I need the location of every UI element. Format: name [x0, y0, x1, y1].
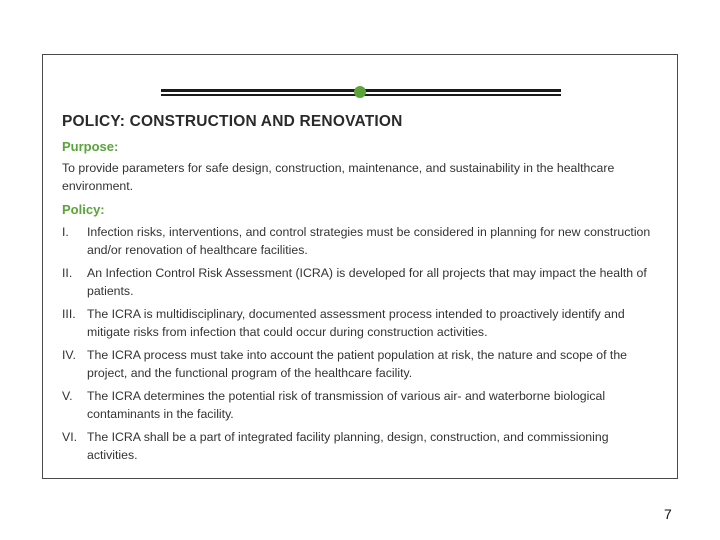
policy-list	[62, 223, 662, 469]
policy-item	[62, 387, 662, 423]
divider-dot-icon	[354, 86, 366, 98]
policy-item-numeral: VI.	[62, 430, 78, 444]
page-number: 7	[664, 506, 672, 522]
policy-item-numeral: II.	[62, 266, 73, 280]
policy-item	[62, 428, 662, 464]
purpose-heading: Purpose:	[62, 139, 119, 154]
policy-item-text: The ICRA shall be a part of integrated facility planning, design, construction, and commissioning activities.	[87, 430, 609, 462]
policy-item-text: The ICRA determines the potential risk of transmission of various air- and waterborne biological contaminants in the facility.	[87, 389, 606, 421]
policy-item-numeral: III.	[62, 307, 76, 321]
policy-item-text: An Infection Control Risk Assessment (ICRA) is developed for all projects that may impact the health of patients.	[87, 266, 647, 298]
policy-item-numeral: I.	[62, 225, 69, 239]
policy-panel	[42, 54, 678, 479]
decorative-divider	[161, 89, 561, 97]
policy-item	[62, 264, 662, 300]
policy-heading: Policy:	[62, 202, 105, 217]
policy-item-numeral: V.	[62, 389, 73, 403]
purpose-text: To provide parameters for safe design, construction, maintenance, and sustainability in the healthcare environment.	[62, 161, 615, 193]
policy-item-text: The ICRA is multidisciplinary, documented assessment process intended to proactively identify and mitigate risks from infection that could occur during construction activities.	[87, 307, 625, 339]
policy-item	[62, 305, 662, 341]
policy-item	[62, 346, 662, 382]
policy-item-numeral: IV.	[62, 348, 76, 362]
policy-item-text: The ICRA process must take into account the patient population at risk, the nature and scope of the project, and the functional program of the healthcare facility.	[87, 348, 628, 380]
policy-item-text: Infection risks, interventions, and control strategies must be considered in planning for new construction and/or renovation of healthcare facilities.	[87, 225, 651, 257]
page-title: POLICY: CONSTRUCTION AND RENOVATION	[62, 113, 403, 130]
policy-item	[62, 223, 662, 259]
